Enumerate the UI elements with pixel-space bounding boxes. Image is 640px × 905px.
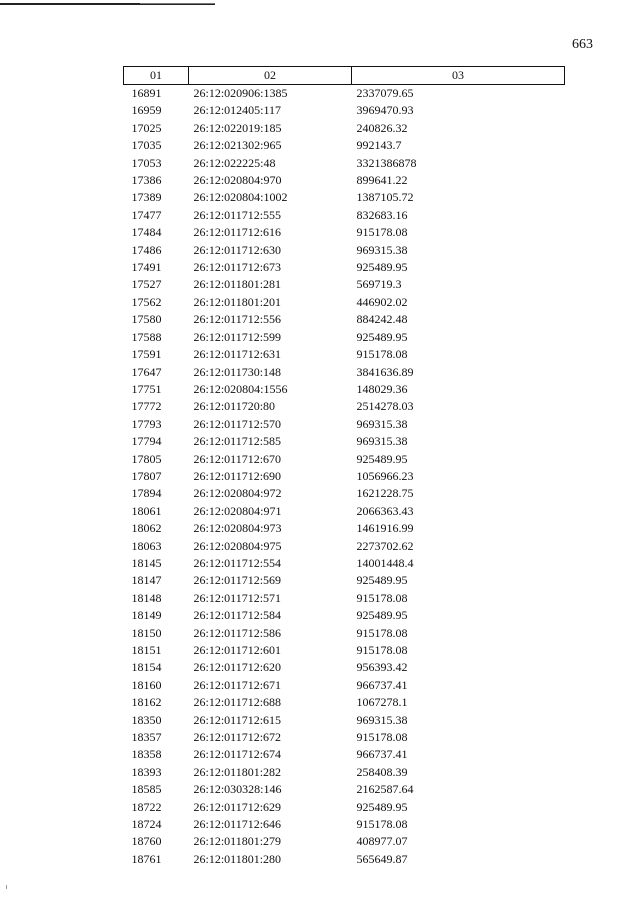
table-row [124,625,565,642]
cell-cadastral-number: 26:12:020804:970 [193,173,282,188]
cell-id: 18760 [131,834,162,849]
cell-id: 18147 [131,573,162,588]
cell-id: 18761 [131,851,162,866]
table-row [124,468,565,485]
cell-id: 17562 [131,294,162,309]
table-row [124,102,565,119]
cell-id: 17035 [131,138,162,153]
cell-id: 18393 [131,764,162,779]
cell-id: 18150 [131,625,162,640]
cell-value: 966737.41 [356,747,408,762]
cell-cadastral-number: 26:12:022225:48 [193,155,276,170]
table-row [124,590,565,607]
table-row [124,712,565,729]
table-row [124,451,565,468]
cell-cadastral-number: 26:12:011712:585 [193,434,282,449]
cell-value: 3841636.89 [356,364,414,379]
cell-value: 915178.08 [356,643,408,657]
cell-id: 18151 [131,643,162,657]
cell-cadastral-number: 26:12:011712:671 [193,677,282,692]
table-row [124,294,565,311]
table-row [124,398,565,415]
table-row [124,155,565,172]
cell-value: 832683.16 [356,207,408,222]
cell-value: 925489.95 [356,260,408,275]
cell-id: 18062 [131,521,162,536]
cell-value: 915178.08 [356,730,408,745]
cell-cadastral-number: 26:12:011801:201 [193,294,282,309]
cell-cadastral-number: 26:12:011712:586 [193,625,282,640]
header-rule-thin [140,3,215,4]
cell-cadastral-number: 26:12:020804:973 [193,521,282,536]
cell-cadastral-number: 26:12:020804:971 [193,503,282,518]
table-row [124,764,565,781]
cell-cadastral-number: 26:12:011712:616 [193,225,282,240]
cell-id: 17794 [131,434,162,449]
cell-value: 992143.7 [356,138,402,153]
table-row [124,538,565,555]
cell-cadastral-number: 26:12:030328:146 [193,782,282,797]
cell-value: 915178.08 [356,625,408,640]
cell-cadastral-number: 26:12:011712:570 [193,416,282,431]
cell-id: 18350 [131,712,162,727]
cell-value: 1067278.1 [356,695,408,710]
table-row [124,642,565,659]
table-row [124,207,565,224]
table-row [124,433,565,450]
cell-cadastral-number: 26:12:011712:646 [193,817,282,832]
cell-value: 148029.36 [356,381,408,396]
cell-id: 17580 [131,312,162,327]
table-row [124,137,565,154]
cell-id: 18061 [131,503,162,518]
cell-value: 915178.08 [356,817,408,832]
cell-value: 258408.39 [356,764,408,779]
table-row [124,364,565,381]
cell-cadastral-number: 26:12:011801:282 [193,764,282,779]
cell-value: 14001448.4 [356,555,414,570]
cell-id: 17527 [131,277,162,292]
cell-cadastral-number: 26:12:011730:148 [193,364,282,379]
table-row [124,189,565,206]
cell-value: 2066363.43 [356,503,414,518]
table-row [124,851,565,868]
cell-cadastral-number: 26:12:020804:1556 [193,381,288,396]
cell-id: 18357 [131,730,162,745]
cell-id: 18149 [131,608,162,623]
cell-value: 2514278.03 [356,399,414,414]
cell-cadastral-number: 26:12:020804:975 [193,538,282,553]
table-row [124,120,565,137]
table-row [124,520,565,537]
table-row [124,746,565,763]
table-row [124,85,565,103]
cell-cadastral-number: 26:12:011720:80 [193,399,276,414]
cell-cadastral-number: 26:12:011712:620 [193,660,282,675]
cell-id: 17025 [131,120,162,135]
cell-value: 925489.95 [356,799,408,814]
cell-cadastral-number: 26:12:011712:688 [193,695,282,710]
cell-cadastral-number: 26:12:011712:673 [193,260,282,275]
cell-id: 18162 [131,695,162,710]
table-row [124,572,565,589]
cell-value: 446902.02 [356,294,408,309]
table-header [124,67,565,85]
data-table [123,66,565,868]
cell-id: 17793 [131,416,162,431]
cell-id: 18358 [131,747,162,762]
table-row [124,555,565,572]
table-row [124,276,565,293]
cell-value: 2273702.62 [356,538,414,553]
table-row [124,833,565,850]
cell-cadastral-number: 26:12:011712:555 [193,207,282,222]
table-row [124,677,565,694]
cell-id: 17807 [131,468,162,483]
cell-id: 17491 [131,260,162,275]
cell-cadastral-number: 26:12:011801:281 [193,277,282,292]
cell-cadastral-number: 26:12:011712:674 [193,747,282,762]
cell-id: 17053 [131,155,162,170]
table-body [124,85,565,869]
cell-cadastral-number: 26:12:011801:280 [193,851,282,866]
cell-value: 956393.42 [356,660,408,675]
table-row [124,485,565,502]
cell-cadastral-number: 26:12:011712:569 [193,573,282,588]
cell-cadastral-number: 26:12:011801:279 [193,834,282,849]
cell-id: 17772 [131,399,162,414]
cell-id: 17647 [131,364,162,379]
cell-id: 18154 [131,660,162,675]
cell-id: 17751 [131,381,162,396]
cell-id: 17389 [131,190,162,205]
cell-id: 17591 [131,347,162,362]
cell-cadastral-number: 26:12:011712:554 [193,555,282,570]
table-row [124,224,565,241]
cell-id: 16891 [131,86,162,100]
cell-value: 408977.07 [356,834,408,849]
cell-cadastral-number: 26:12:011712:599 [193,329,282,344]
cell-cadastral-number: 26:12:011712:571 [193,590,282,605]
cell-id: 17484 [131,225,162,240]
cell-value: 969315.38 [356,712,408,727]
cell-id: 18585 [131,782,162,797]
table-row [124,259,565,276]
cell-value: 915178.08 [356,347,408,362]
cell-value: 1387105.72 [356,190,414,205]
cell-value: 1621228.75 [356,486,414,501]
cell-id: 18145 [131,555,162,570]
cell-value: 569719.3 [356,277,402,292]
table-row [124,242,565,259]
cell-value: 2162587.64 [356,782,414,797]
cell-id: 17805 [131,451,162,466]
cell-value: 925489.95 [356,451,408,466]
cell-value: 884242.48 [356,312,408,327]
cell-value: 1461916.99 [356,521,414,536]
cell-cadastral-number: 26:12:021302:965 [193,138,282,153]
cell-id: 17486 [131,242,162,257]
table-row [124,416,565,433]
cell-cadastral-number: 26:12:011712:631 [193,347,282,362]
cell-cadastral-number: 26:12:020906:1385 [193,86,288,100]
cell-value: 565649.87 [356,851,408,866]
cell-value: 915178.08 [356,590,408,605]
cell-id: 18724 [131,817,162,832]
table-row [124,729,565,746]
cell-id: 18160 [131,677,162,692]
table-row [124,381,565,398]
cell-value: 969315.38 [356,416,408,431]
cell-cadastral-number: 26:12:011712:615 [193,712,282,727]
cell-cadastral-number: 26:12:012405:117 [193,103,282,118]
cell-id: 18148 [131,590,162,605]
cell-id: 17386 [131,173,162,188]
cell-value: 1056966.23 [356,468,414,483]
cell-value: 3969470.93 [356,103,414,118]
table-row [124,329,565,346]
cell-id: 18722 [131,799,162,814]
table-row [124,781,565,798]
column-header-03: 03 [352,67,565,85]
table-row [124,799,565,816]
cell-id: 17894 [131,486,162,501]
cell-value: 240826.32 [356,120,408,135]
table-row [124,659,565,676]
cell-value: 966737.41 [356,677,408,692]
cell-cadastral-number: 26:12:020804:1002 [193,190,288,205]
cell-cadastral-number: 26:12:011712:601 [193,643,282,657]
page-number: 663 [572,37,593,52]
cell-value: 969315.38 [356,242,408,257]
table-header-row [124,67,565,85]
cell-cadastral-number: 26:12:011712:672 [193,730,282,745]
table-row [124,503,565,520]
cell-cadastral-number: 26:12:011712:584 [193,608,282,623]
cell-cadastral-number: 26:12:011712:670 [193,451,282,466]
cell-cadastral-number: 26:12:011712:556 [193,312,282,327]
cell-id: 16959 [131,103,162,118]
cell-value: 3321386878 [356,155,417,170]
table-row [124,346,565,363]
data-table-container [123,66,564,868]
table-row [124,816,565,833]
cell-cadastral-number: 26:12:022019:185 [193,120,282,135]
column-header-01: 01 [124,67,189,85]
scan-speck [6,885,7,889]
cell-value: 969315.38 [356,434,408,449]
cell-cadastral-number: 26:12:020804:972 [193,486,282,501]
cell-cadastral-number: 26:12:011712:630 [193,242,282,257]
cell-cadastral-number: 26:12:011712:629 [193,799,282,814]
cell-value: 2337079.65 [356,86,414,100]
cell-id: 17588 [131,329,162,344]
cell-value: 925489.95 [356,608,408,623]
cell-value: 899641.22 [356,173,408,188]
table-row [124,694,565,711]
table-row [124,172,565,189]
cell-id: 17477 [131,207,162,222]
column-header-02: 02 [189,67,352,85]
cell-id: 18063 [131,538,162,553]
table-row [124,311,565,328]
table-row [124,607,565,624]
cell-value: 925489.95 [356,329,408,344]
cell-value: 915178.08 [356,225,408,240]
cell-cadastral-number: 26:12:011712:690 [193,468,282,483]
cell-value: 925489.95 [356,573,408,588]
